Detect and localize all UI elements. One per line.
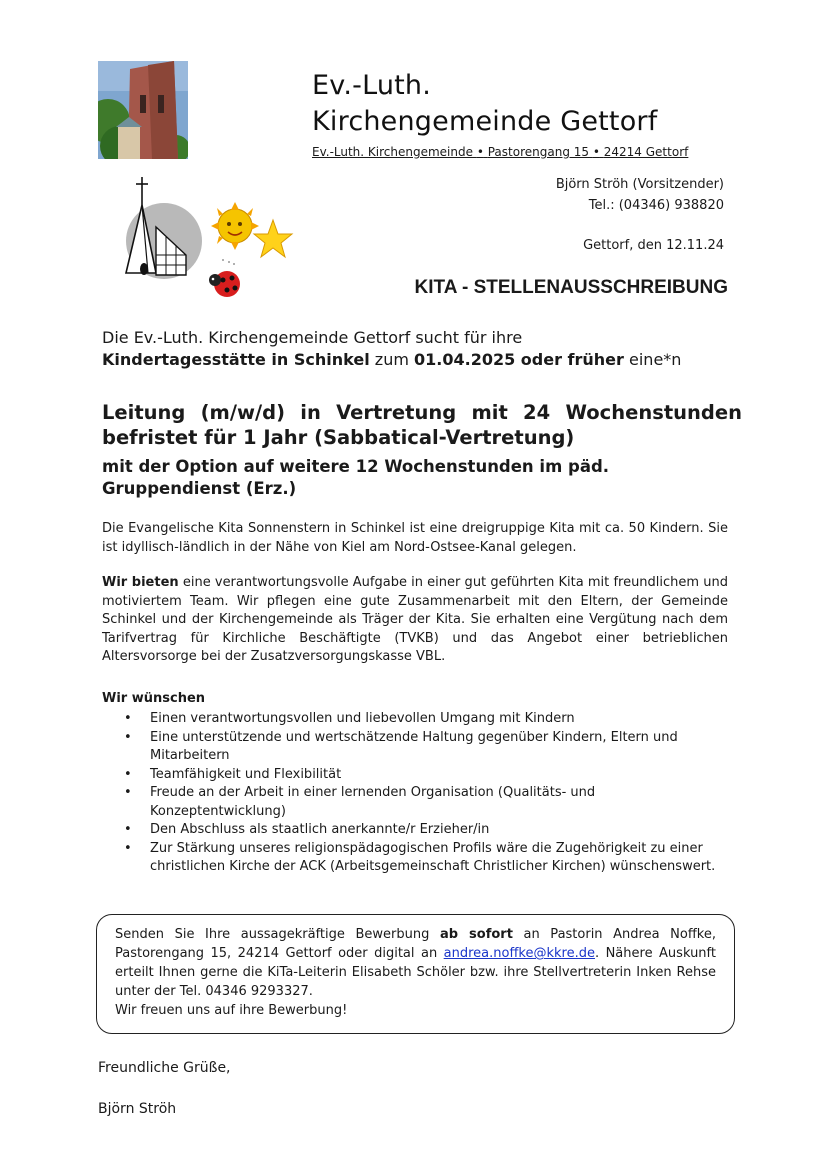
sender-name: Björn Ströh (Vorsitzender) xyxy=(555,177,724,192)
closing-greeting: Freundliche Grüße, xyxy=(98,1060,231,1076)
offer-text: eine verantwortungsvolle Aufgabe in einer gut geführten Kita mit freundlichem und motiviertem Team. Wir pflegen eine gute Zusammenarbeit mit den Eltern, der Gemeinde Schinkel und der Kirchengemeinde als Träger der Kita. Sie erhalten eine Vergütung nach dem Tarifvertrag für Kirchliche Beschäftigte (TVKB) und das Angebot einer betrieblichen Altersvorsorge bei der Zusatzversorgungskasse VBL. xyxy=(102,575,728,664)
offer-label: Wir bieten xyxy=(102,575,179,590)
list-item: • Einen verantwortungsvollen und liebevollen Umgang mit Kindern xyxy=(102,710,728,729)
position-subtitle: mit der Option auf weitere 12 Wochenstunden im päd. Gruppendienst (Erz.) xyxy=(102,457,610,498)
offer-paragraph xyxy=(102,574,728,667)
ladybug-icon xyxy=(209,259,240,297)
contact-text-1: Senden Sie Ihre aussagekräftige Bewerbung xyxy=(115,927,440,942)
position-title: Leitung (m/w/d) in Vertretung mit 24 Wochenstunden befristet für 1 Jahr (Sabbatical-Vertretung) xyxy=(102,401,742,449)
letterhead-address xyxy=(312,145,688,159)
address-separator: • xyxy=(476,145,484,159)
letterhead-title-line2: Kirchengemeinde Gettorf xyxy=(312,106,658,137)
address-separator: • xyxy=(592,145,600,159)
page-heading: KITA - STELLENAUSSCHREIBUNG xyxy=(414,277,728,298)
intro-text xyxy=(102,327,742,371)
intro-mid: zum xyxy=(369,350,414,369)
list-item: • Den Abschluss als staatlich anerkannte/r Erzieher/in xyxy=(102,821,728,840)
list-item: • Eine unterstützende und wertschätzende Haltung gegenüber Kindern, Eltern und Mitarbeitern xyxy=(102,729,728,766)
contact-text-2: an Pastorin Andrea Noffke, Pastorengang 15, 24214 Gettorf oder digital an xyxy=(115,927,716,961)
church-logo xyxy=(112,175,204,287)
address-street: Pastorengang 15 xyxy=(487,145,590,159)
intro-kita-name: Kindertagesstätte in Schinkel xyxy=(102,350,370,369)
list-item: • Zur Stärkung unseres religionspädagogischen Profils wäre die Zugehörigkeit zu einer christlichen Kirche der ACK (Arbeitsgemeinschaft Christlicher Kirchen) wünschenswert. xyxy=(102,840,728,877)
kita-clipart xyxy=(205,202,295,298)
contact-deadline: ab sofort xyxy=(439,927,513,942)
kita-description: Die Evangelische Kita Sonnenstern in Schinkel ist eine dreigruppige Kita mit ca. 50 Kindern. Sie ist idyllisch-ländlich in der Nähe von Kiel am Nord-Ostsee-Kanal gelegen. xyxy=(102,521,728,555)
contact-box xyxy=(96,914,735,1034)
wishes-list xyxy=(102,710,728,877)
sun-icon xyxy=(211,202,259,250)
wishes-heading: Wir wünschen xyxy=(102,691,206,706)
list-item: • Teamfähigkeit und Flexibilität xyxy=(102,766,728,785)
letterhead-title-line1: Ev.-Luth. xyxy=(312,70,432,101)
letter-date: Gettorf, den 12.11.24 xyxy=(583,238,724,253)
church-photo xyxy=(98,61,188,159)
star-icon xyxy=(254,220,292,257)
address-city: 24214 Gettorf xyxy=(603,145,689,159)
signature-name: Björn Ströh xyxy=(98,1101,177,1117)
intro-line2 xyxy=(102,349,742,371)
address-org: Ev.-Luth. Kirchengemeinde xyxy=(312,145,473,159)
intro-start-date: 01.04.2025 oder früher xyxy=(414,350,624,369)
intro-end: eine*n xyxy=(623,350,682,369)
sender-phone: Tel.: (04346) 938820 xyxy=(588,198,724,213)
contact-email-link[interactable]: andrea.noffke@kkre.de xyxy=(443,946,595,961)
contact-closing: Wir freuen uns auf ihre Bewerbung! xyxy=(115,1003,348,1018)
list-item: • Freude an der Arbeit in einer lernenden Organisation (Qualitäts- und Konzeptentwicklung) xyxy=(102,784,728,821)
contact-text-3: . Nähere Auskunft erteilt Ihnen gerne die KiTa-Leiterin Elisabeth Schöler bzw. ihre Stellvertreterin Inken Rehse unter der Tel. 04346 9293327. xyxy=(115,946,716,999)
intro-line1: Die Ev.-Luth. Kirchengemeinde Gettorf sucht für ihre xyxy=(102,328,523,347)
